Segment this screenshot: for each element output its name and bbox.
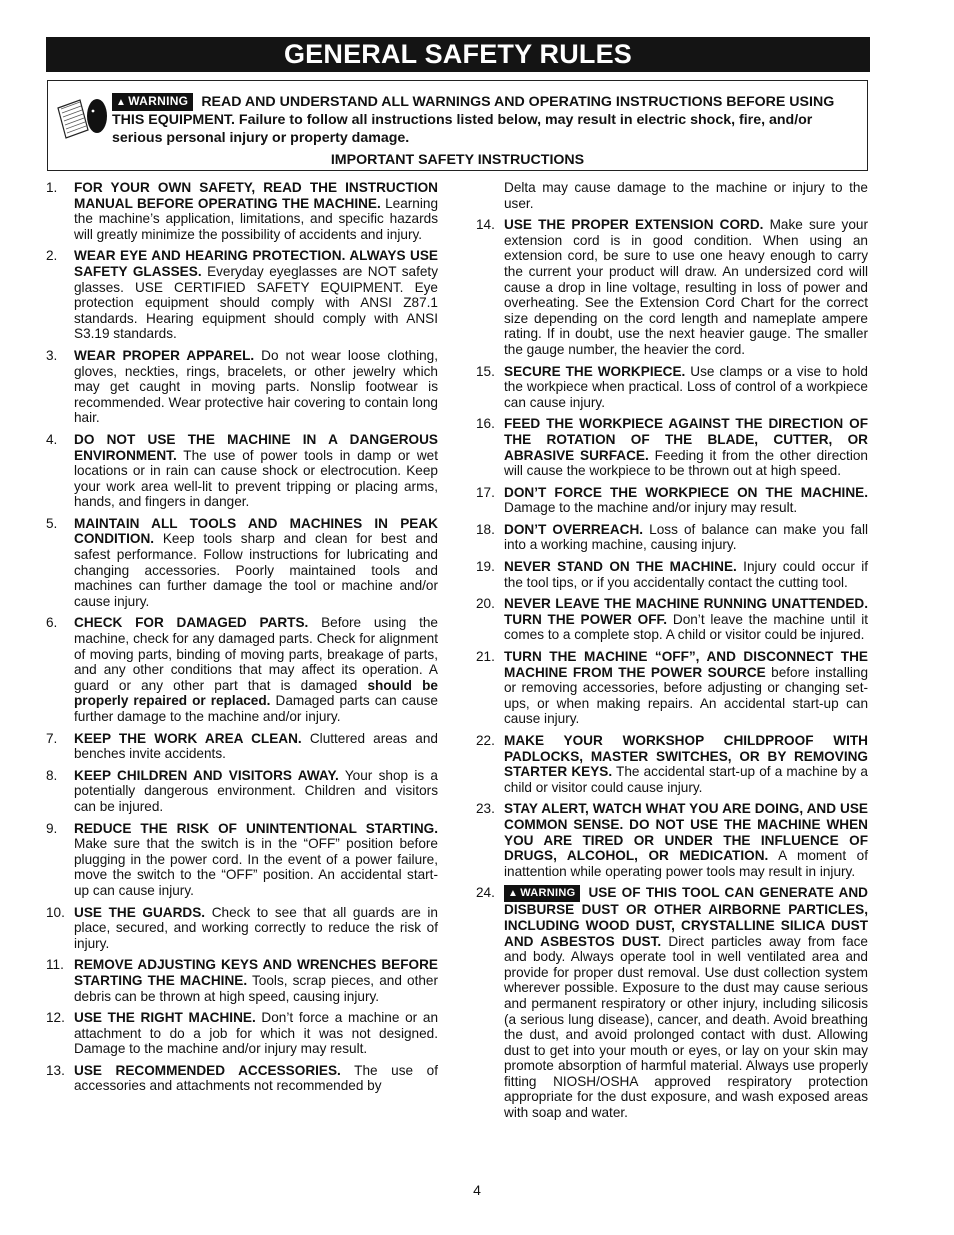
safety-rule-item (476, 885, 868, 1120)
safety-rule-item (46, 180, 438, 242)
continued-text: Delta may cause damage to the machine or injury to the user. (504, 180, 868, 211)
warning-text: ▲ WARNING READ AND UNDERSTAND ALL WARNINGS AND OPERATING INSTRUCTIONS BEFORE USING THIS EQUIPMENT. Failure to follow all instructions listed below, may result in electric shock, fire, and/or serious personal injury or property damage. (112, 94, 835, 146)
safety-rule-item (476, 733, 868, 795)
rule-body: Cluttered areas and benches invite accidents. (74, 730, 438, 762)
rule-heading: WEAR PROPER APPAREL. (74, 347, 255, 363)
rule-heading: USE THE PROPER EXTENSION CORD. (504, 217, 764, 233)
safety-rule-item (476, 801, 868, 879)
rule-body: Feeding it from the other direction will cause the workpiece to be thrown out at high speed. (504, 447, 868, 479)
rule-body: Check to see that all guards are in place, secured, and working correctly to reduce the risk of injury. (74, 904, 438, 951)
safety-rule-item (476, 596, 868, 643)
page-title: GENERAL SAFETY RULES (46, 37, 870, 72)
safety-rule-item (46, 731, 438, 762)
warning-badge: ▲ WARNING (112, 93, 193, 111)
rule-heading: DON’T OVERREACH. (504, 521, 644, 537)
safety-rule-item (46, 768, 438, 815)
rule-heading: REDUCE THE RISK OF UNINTENTIONAL STARTING. (74, 820, 438, 836)
rule-heading: NEVER STAND ON THE MACHINE. (504, 559, 737, 575)
safety-rule-item (476, 217, 868, 357)
safety-rule-item (46, 1010, 438, 1057)
rule-number: 18. (476, 521, 495, 537)
rule-body: Make sure your extension cord is in good condition. When using an extension cord, be sure to use one heavy enough to carry the current your product will draw. An undersized cord will cause a drop in line voltage, resulting in loss of power and overheating. See the Extension Cord Chart for the correct size depending on the cord length and nameplate ampere rating. If in doubt, use the next heavier gauge. The smaller the gauge number, the heavier the cord. (504, 217, 868, 357)
important-safety-heading: IMPORTANT SAFETY INSTRUCTIONS (330, 152, 585, 168)
rule-heading: USE THE GUARDS. (74, 904, 206, 920)
rule-heading: CHECK FOR DAMAGED PARTS. (74, 615, 309, 631)
rule-body: Direct particles away from face and body. Always operate tool in well ventilated area and provide for proper dust removal. Use dust collection system wherever possible. Exposure to the dust may cause serious and permanent respiratory or other injury, including silicosis (a serious lung disease), cancer, and death. Avoid breathing the dust, and avoid prolonged contact with dust. Allowing dust to get into your mouth or eyes, or lay on your skin may promote absorption of harmful material. Always use properly fitting NIOSH/OSHA approved respiratory protection appropriate for the dust exposure, and wash exposed areas with soap and water. (504, 933, 868, 1121)
rule-body: Damage to the machine and/or injury may result. (504, 500, 798, 516)
rule-number: 22. (476, 733, 495, 748)
rule-number: 4. (46, 431, 58, 447)
warning-triangle-icon: ▲ (116, 97, 127, 108)
rule-number: 11. (46, 957, 64, 973)
rule-heading: STAY ALERT, WATCH WHAT YOU ARE DOING, AND USE COMMON SENSE. DO NOT USE THE MACHINE WHEN YOU ARE TIRED OR UNDER THE INFLUENCE OF DRUGS, ALCOHOL, OR MEDICATION. (504, 801, 868, 864)
rule-number: 3. (46, 347, 58, 363)
safety-rule-item (46, 516, 438, 610)
rule-body: Before using the machine, check for any damaged parts. Check for alignment of moving parts, binding of moving parts, breakage of parts, and any other conditions that may affect its operation. A guard or any other part that is damaged (74, 615, 438, 693)
rule-number: 14. (476, 217, 495, 233)
safety-rule-item (476, 559, 868, 590)
safety-rule-item (46, 432, 438, 510)
rule-body: Don’t force a machine or an attachment to do a job for which it was not designed. Damage to the machine and/or injury may result. (74, 1010, 439, 1057)
safety-rule-item (46, 905, 438, 952)
rule-body: Use clamps or a vise to hold the workpiece when practical. Loss of control of a workpiece can cause injury. (504, 363, 868, 410)
rule-number: 24. (476, 885, 495, 901)
left-column (46, 180, 438, 1100)
rule-emphasis: should be properly repaired or replaced. (74, 677, 438, 709)
rule-heading: NEVER LEAVE THE MACHINE RUNNING UNATTENDED. TURN THE POWER OFF. (504, 596, 868, 627)
rule-heading: MAKE YOUR WORKSHOP CHILDPROOF WITH PADLOCKS, MASTER SWITCHES, OR BY REMOVING STARTER KEYS. (504, 733, 868, 780)
rule-body: Keep tools sharp and clean for best and safest performance. Follow instructions for lubricating and changing accessories. Poorly maintained tools and machines can further damage the tool or machine and/or cause injury. (74, 531, 438, 609)
rule-heading: KEEP THE WORK AREA CLEAN. (74, 730, 302, 746)
rule-body: Make sure that the switch is in the “OFF” position before plugging in the power cord. In the event of a power failure, move the switch to the “OFF” position. An accidental start-up can cause injury. (74, 836, 438, 898)
safety-rule-item (476, 364, 868, 411)
rule-number: 12. (46, 1010, 65, 1026)
warning-badge: ▲ WARNING (504, 885, 580, 902)
rule-number: 15. (476, 363, 495, 379)
warning-box (47, 80, 868, 171)
rule-heading: DO NOT USE THE MACHINE IN A DANGEROUS ENVIRONMENT. (74, 431, 438, 463)
page-number: 4 (473, 1182, 481, 1198)
rule-heading: KEEP CHILDREN AND VISITORS AWAY. (74, 767, 339, 783)
read-manual-icon (52, 90, 108, 142)
rule-number: 19. (476, 559, 495, 575)
rule-heading: WEAR EYE AND HEARING PROTECTION. ALWAYS USE SAFETY GLASSES. (74, 248, 438, 279)
rule-number: 23. (476, 801, 495, 817)
rule-body: Your shop is a potentially dangerous environment. Children and visitors can be injured. (74, 767, 438, 814)
rule-number: 17. (476, 484, 495, 500)
warning-triangle-icon: ▲ (508, 888, 519, 900)
rule-body: Do not wear loose clothing, gloves, neckties, rings, bracelets, or other jewelry which may get caught in moving parts. Nonslip footwear is recommended. Wear protective hair covering to contain long hair. (74, 347, 438, 426)
rule-number: 5. (46, 515, 58, 531)
rule-heading: USE RECOMMENDED ACCESSORIES. (74, 1062, 341, 1078)
rule-body: Loss of balance can make you fall into a working machine, causing injury. (504, 521, 868, 553)
rule-heading: MAINTAIN ALL TOOLS AND MACHINES IN PEAK CONDITION. (74, 515, 438, 547)
safety-rule-item (46, 821, 438, 899)
right-column (476, 180, 868, 1127)
rule-body: before installing or removing accessories, before adjusting or changing set-ups, or when making repairs. An accidental start-up can cause injury. (504, 664, 869, 727)
rule-body: Damaged parts can cause further damage to the machine and/or injury. (74, 693, 438, 724)
rule-heading: TURN THE MACHINE “OFF”, AND DISCONNECT THE MACHINE FROM THE POWER SOURCE (504, 649, 868, 680)
rule-body: Injury could occur if the tool tips, or if you accidentally contact the cutting tool. (504, 559, 868, 590)
rule-heading: USE THE RIGHT MACHINE. (74, 1010, 256, 1026)
rule-body: The accidental start-up of a machine by a child or visitor could cause injury. (504, 764, 868, 795)
rule-body: Learning the machine’s application, limitations, and specific hazards will greatly minimize the possibility of accidents and injury. (74, 195, 439, 242)
safety-rule-item (46, 957, 438, 1004)
rule-number: 21. (476, 649, 495, 665)
rule-body: Tools, scrap pieces, and other debris can be thrown at high speed, causing injury. (74, 972, 438, 1004)
rule-body: Don’t leave the machine until it comes to a complete stop. A child or visitor could be injured. (504, 611, 869, 643)
rule-body: The use of power tools in damp or wet locations or in rain can cause shock or electrocution. Keep your work area well-lit to prevent tripping or placing arms, hands, and fingers in danger. (74, 447, 438, 510)
rule-number: 7. (46, 730, 58, 746)
safety-rule-item (476, 416, 868, 478)
rule-heading: FOR YOUR OWN SAFETY, READ THE INSTRUCTION MANUAL BEFORE OPERATING THE MACHINE. (74, 180, 438, 211)
rule-heading: SECURE THE WORKPIECE. (504, 363, 686, 379)
rule-number: 2. (46, 248, 58, 264)
safety-rule-item (476, 485, 868, 516)
rule-heading: FEED THE WORKPIECE AGAINST THE DIRECTION OF THE ROTATION OF THE BLADE, CUTTER, OR ABRASIVE SURFACE. (504, 416, 868, 463)
rule-heading: REMOVE ADJUSTING KEYS AND WRENCHES BEFORE STARTING THE MACHINE. (74, 957, 438, 988)
rule-number: 10. (46, 904, 65, 920)
rule-number: 20. (476, 596, 495, 612)
rule-number: 8. (46, 767, 58, 783)
rule-number: 16. (476, 416, 495, 432)
rule-number: 1. (46, 180, 58, 195)
rule-body: A moment of inattention while operating power tools may result in injury. (504, 848, 868, 879)
safety-rule-item (46, 615, 438, 724)
safety-rule-item (476, 649, 868, 727)
rule-heading: USE OF THIS TOOL CAN GENERATE AND DISBURSE DUST OR OTHER AIRBORNE PARTICLES, INCLUDING WOOD DUST, CRYSTALLINE SILICA DUST AND ASBESTOS DUST. (504, 885, 868, 949)
rule-number: 13. (46, 1062, 65, 1078)
rule-number: 9. (46, 820, 58, 836)
safety-rule-item (46, 1063, 438, 1094)
rule-body: The use of accessories and attachments not recommended by (74, 1062, 438, 1094)
rule-body: Everyday eyeglasses are NOT safety glasses. USE CERTIFIED SAFETY EQUIPMENT. Eye protection equipment should comply with ANSI Z87.1 standards. Hearing equipment should comply with ANSI S3.19 standards. (74, 263, 438, 342)
rule-heading: DON’T FORCE THE WORKPIECE ON THE MACHINE. (504, 484, 868, 500)
safety-rule-item (476, 522, 868, 553)
rule-number: 6. (46, 615, 58, 631)
safety-rule-item (46, 248, 438, 342)
safety-rule-item (46, 348, 438, 426)
